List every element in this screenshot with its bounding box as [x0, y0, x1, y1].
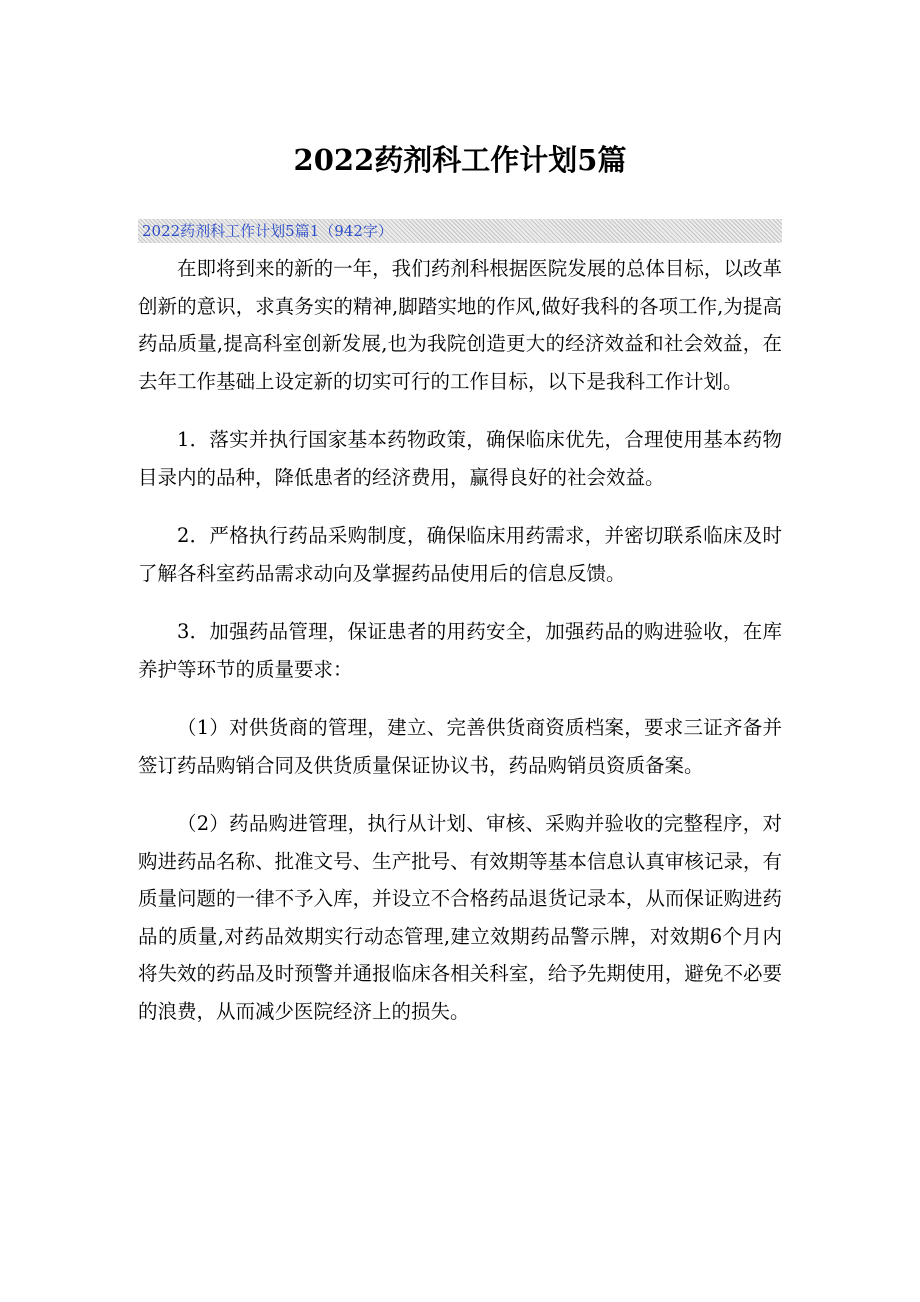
section-heading: 2022药剂科工作计划5篇1（942字）: [142, 222, 393, 240]
paragraph-item-1: 1．落实并执行国家基本药物政策，确保临床优先，合理使用基本药物目录内的品种，降低患者的经济费用，赢得良好的社会效益。: [138, 428, 782, 489]
paragraph-item-2: 2．严格执行药品采购制度，确保临床用药需求，并密切联系临床及时了解各科室药品需求动向及掌握药品使用后的信息反馈。: [138, 524, 782, 585]
paragraph-subitem-1: （1）对供货商的管理，建立、完善供货商资质档案，要求三证齐备并签订药品购销合同及供货质量保证协议书，药品购销员资质备案。: [138, 716, 782, 777]
paragraph-item-3: 3．加强药品管理，保证患者的用药安全，加强药品的购进验收，在库养护等环节的质量要求：: [138, 620, 782, 681]
document-title: 2022药剂科工作计划5篇: [293, 143, 627, 177]
paragraph-subitem-2: （2）药品购进管理，执行从计划、审核、采购并验收的完整程序，对购进药品名称、批准文号、生产批号、有效期等基本信息认真审核记录，有质量问题的一律不予入库，并设立不合格药品退货记录本，从而保证购进药品的质量,对药品效期实行动态管理,建立效期药品警示牌，对效期6个月内将失效的药品及时预警并通报临床各相关科室，给予先期使用，避免不必要的浪费，从而减少医院经济上的损失。: [138, 812, 782, 1023]
paragraph-intro: 在即将到来的新的一年，我们药剂科根据医院发展的总体目标，以改革创新的意识，求真务实的精神,脚踏实地的作风,做好我科的各项工作,为提高药品质量,提高科室创新发展,也为我院创造更大的经济效益和社会效益，在去年工作基础上设定新的切实可行的工作目标，以下是我科工作计划。: [138, 257, 782, 393]
document-body: [138, 250, 782, 1051]
